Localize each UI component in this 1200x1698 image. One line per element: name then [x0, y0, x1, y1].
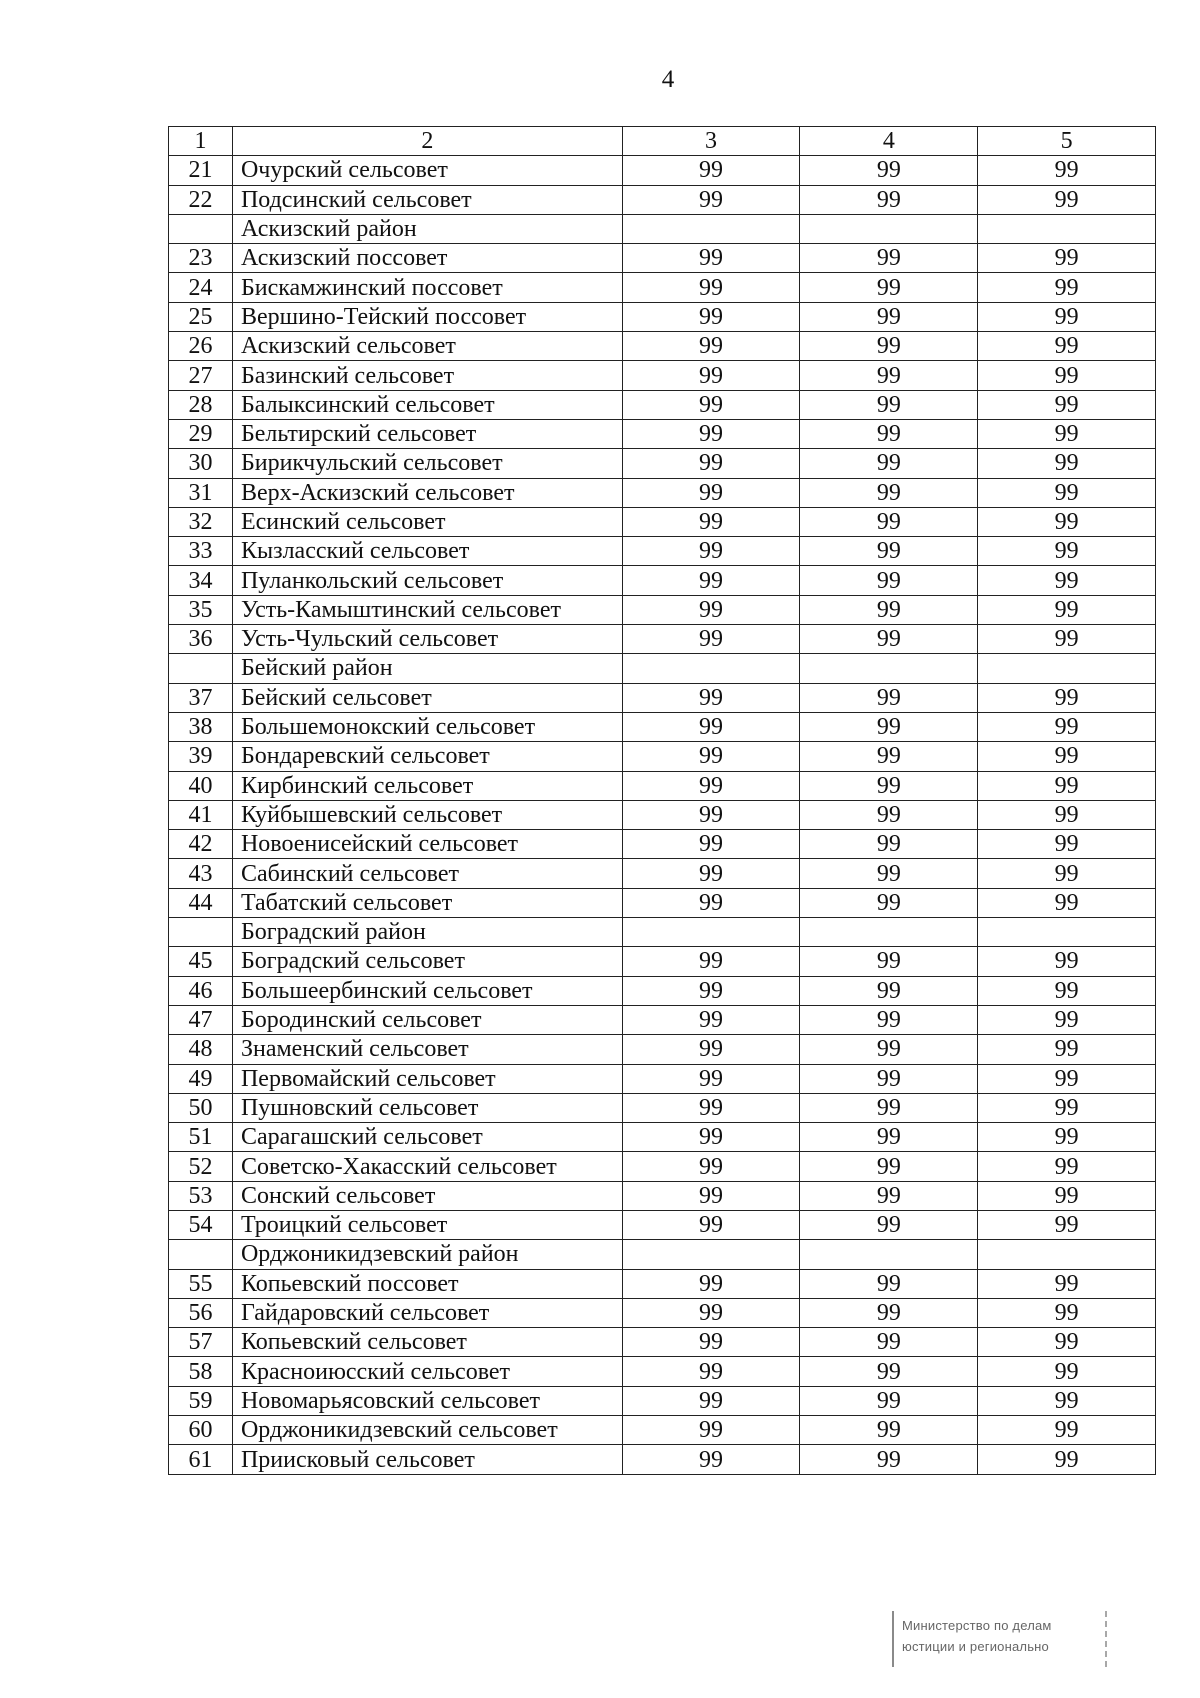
municipality-name-cell: Красноиюсский сельсовет	[232, 1357, 622, 1386]
municipality-name-cell: Большемонокский сельсовет	[232, 712, 622, 741]
row-number-cell: 57	[169, 1328, 233, 1357]
municipality-name-cell: Сонский сельсовет	[232, 1181, 622, 1210]
value-cell-col3	[622, 214, 800, 243]
value-cell-col4: 99	[800, 1152, 978, 1181]
table-row	[169, 507, 1156, 536]
value-cell-col4: 99	[800, 1181, 978, 1210]
value-cell-col4: 99	[800, 1416, 978, 1445]
table-row	[169, 1064, 1156, 1093]
table-row	[169, 1123, 1156, 1152]
value-cell-col4: 99	[800, 1386, 978, 1415]
municipality-name-cell: Бельтирский сельсовет	[232, 419, 622, 448]
value-cell-col5: 99	[978, 1152, 1156, 1181]
value-cell-col4: 99	[800, 419, 978, 448]
table-row	[169, 244, 1156, 273]
municipality-name-cell: Советско-Хакасский сельсовет	[232, 1152, 622, 1181]
header-cell-5: 5	[978, 127, 1156, 156]
value-cell-col3: 99	[622, 1123, 800, 1152]
value-cell-col5: 99	[978, 1298, 1156, 1327]
value-cell-col5: 99	[978, 566, 1156, 595]
value-cell-col5: 99	[978, 683, 1156, 712]
value-cell-col4: 99	[800, 1005, 978, 1034]
row-number-cell: 22	[169, 185, 233, 214]
district-header-row	[169, 654, 1156, 683]
value-cell-col4	[800, 214, 978, 243]
value-cell-col3: 99	[622, 947, 800, 976]
table-row	[169, 185, 1156, 214]
row-number-cell: 29	[169, 419, 233, 448]
value-cell-col3: 99	[622, 332, 800, 361]
value-cell-col5: 99	[978, 302, 1156, 331]
table-row	[169, 888, 1156, 917]
municipality-name-cell: Первомайский сельсовет	[232, 1064, 622, 1093]
value-cell-col5	[978, 918, 1156, 947]
table-row	[169, 537, 1156, 566]
value-cell-col4: 99	[800, 507, 978, 536]
row-number-cell: 53	[169, 1181, 233, 1210]
header-cell-2: 2	[232, 127, 622, 156]
row-number-cell: 46	[169, 976, 233, 1005]
value-cell-col5: 99	[978, 156, 1156, 185]
municipality-name-cell: Кирбинский сельсовет	[232, 771, 622, 800]
row-number-cell: 43	[169, 859, 233, 888]
table-row	[169, 830, 1156, 859]
municipality-name-cell: Бородинский сельсовет	[232, 1005, 622, 1034]
row-number-cell: 34	[169, 566, 233, 595]
value-cell-col4: 99	[800, 537, 978, 566]
value-cell-col4: 99	[800, 273, 978, 302]
row-number-cell: 54	[169, 1210, 233, 1239]
row-number-cell: 26	[169, 332, 233, 361]
value-cell-col3	[622, 918, 800, 947]
table-row	[169, 947, 1156, 976]
value-cell-col3: 99	[622, 800, 800, 829]
row-number-cell: 41	[169, 800, 233, 829]
value-cell-col3: 99	[622, 1093, 800, 1122]
value-cell-col4: 99	[800, 771, 978, 800]
table-row	[169, 302, 1156, 331]
municipality-name-cell: Приисковый сельсовет	[232, 1445, 622, 1474]
district-header-row	[169, 214, 1156, 243]
table-row	[169, 1357, 1156, 1386]
value-cell-col3: 99	[622, 976, 800, 1005]
row-number-cell	[169, 214, 233, 243]
value-cell-col3: 99	[622, 771, 800, 800]
municipality-name-cell: Большеербинский сельсовет	[232, 976, 622, 1005]
value-cell-col4	[800, 918, 978, 947]
value-cell-col3: 99	[622, 830, 800, 859]
table-row	[169, 478, 1156, 507]
municipality-name-cell: Усть-Камыштинский сельсовет	[232, 595, 622, 624]
table-row	[169, 332, 1156, 361]
table-row	[169, 1005, 1156, 1034]
value-cell-col3: 99	[622, 507, 800, 536]
value-cell-col5: 99	[978, 244, 1156, 273]
municipality-name-cell: Сабинский сельсовет	[232, 859, 622, 888]
value-cell-col5	[978, 1240, 1156, 1269]
value-cell-col5: 99	[978, 1064, 1156, 1093]
value-cell-col5	[978, 214, 1156, 243]
row-number-cell: 24	[169, 273, 233, 302]
value-cell-col5: 99	[978, 185, 1156, 214]
municipality-name-cell: Орджоникидзевский сельсовет	[232, 1416, 622, 1445]
value-cell-col5: 99	[978, 332, 1156, 361]
value-cell-col3: 99	[622, 1035, 800, 1064]
header-cell-3: 3	[622, 127, 800, 156]
table-row	[169, 361, 1156, 390]
municipality-name-cell: Аскизский поссовет	[232, 244, 622, 273]
value-cell-col3: 99	[622, 244, 800, 273]
value-cell-col4: 99	[800, 859, 978, 888]
row-number-cell: 60	[169, 1416, 233, 1445]
stamp-line-1: Министерство по делам	[902, 1618, 1052, 1633]
value-cell-col3: 99	[622, 1005, 800, 1034]
row-number-cell: 36	[169, 625, 233, 654]
value-cell-col4: 99	[800, 302, 978, 331]
row-number-cell: 28	[169, 390, 233, 419]
registration-stamp	[892, 1611, 1107, 1667]
value-cell-col3: 99	[622, 449, 800, 478]
row-number-cell: 23	[169, 244, 233, 273]
table-row	[169, 1152, 1156, 1181]
value-cell-col5: 99	[978, 947, 1156, 976]
value-cell-col3: 99	[622, 595, 800, 624]
municipality-name-cell: Сарагашский сельсовет	[232, 1123, 622, 1152]
value-cell-col4: 99	[800, 1269, 978, 1298]
value-cell-col5: 99	[978, 1123, 1156, 1152]
value-cell-col5: 99	[978, 1005, 1156, 1034]
row-number-cell: 48	[169, 1035, 233, 1064]
value-cell-col5: 99	[978, 1357, 1156, 1386]
table-row	[169, 390, 1156, 419]
value-cell-col4: 99	[800, 1123, 978, 1152]
municipality-name-cell: Орджоникидзевский район	[232, 1240, 622, 1269]
value-cell-col5: 99	[978, 1210, 1156, 1239]
value-cell-col5: 99	[978, 830, 1156, 859]
value-cell-col4: 99	[800, 390, 978, 419]
value-cell-col3: 99	[622, 859, 800, 888]
table-row	[169, 1181, 1156, 1210]
header-row	[169, 127, 1156, 156]
value-cell-col5: 99	[978, 1093, 1156, 1122]
value-cell-col3: 99	[622, 478, 800, 507]
municipality-name-cell: Очурский сельсовет	[232, 156, 622, 185]
municipality-name-cell: Пушновский сельсовет	[232, 1093, 622, 1122]
municipality-name-cell: Бискамжинский поссовет	[232, 273, 622, 302]
table-row	[169, 1269, 1156, 1298]
value-cell-col3: 99	[622, 1181, 800, 1210]
value-cell-col5: 99	[978, 976, 1156, 1005]
value-cell-col3	[622, 1240, 800, 1269]
row-number-cell: 37	[169, 683, 233, 712]
value-cell-col4: 99	[800, 244, 978, 273]
value-cell-col3: 99	[622, 302, 800, 331]
row-number-cell	[169, 1240, 233, 1269]
municipality-name-cell: Копьевский сельсовет	[232, 1328, 622, 1357]
value-cell-col5: 99	[978, 507, 1156, 536]
value-cell-col3: 99	[622, 1210, 800, 1239]
table-row	[169, 742, 1156, 771]
municipality-name-cell: Табатский сельсовет	[232, 888, 622, 917]
municipality-name-cell: Вершино-Тейский поссовет	[232, 302, 622, 331]
municipality-name-cell: Новоенисейский сельсовет	[232, 830, 622, 859]
stamp-line-2: юстиции и регионально	[902, 1639, 1049, 1654]
row-number-cell: 38	[169, 712, 233, 741]
value-cell-col4: 99	[800, 185, 978, 214]
value-cell-col4: 99	[800, 1328, 978, 1357]
municipality-name-cell: Аскизский район	[232, 214, 622, 243]
table-body	[169, 127, 1156, 1475]
municipality-name-cell: Куйбышевский сельсовет	[232, 800, 622, 829]
value-cell-col5: 99	[978, 537, 1156, 566]
row-number-cell: 30	[169, 449, 233, 478]
row-number-cell: 49	[169, 1064, 233, 1093]
value-cell-col4: 99	[800, 1357, 978, 1386]
row-number-cell: 32	[169, 507, 233, 536]
value-cell-col4	[800, 1240, 978, 1269]
row-number-cell: 51	[169, 1123, 233, 1152]
table-row	[169, 1035, 1156, 1064]
row-number-cell: 21	[169, 156, 233, 185]
row-number-cell: 61	[169, 1445, 233, 1474]
value-cell-col3: 99	[622, 361, 800, 390]
value-cell-col4: 99	[800, 478, 978, 507]
municipality-name-cell: Бирикчульский сельсовет	[232, 449, 622, 478]
municipality-name-cell: Знаменский сельсовет	[232, 1035, 622, 1064]
value-cell-col3: 99	[622, 156, 800, 185]
municipality-name-cell: Аскизский сельсовет	[232, 332, 622, 361]
table-row	[169, 800, 1156, 829]
row-number-cell: 33	[169, 537, 233, 566]
table-row	[169, 625, 1156, 654]
value-cell-col3: 99	[622, 1064, 800, 1093]
row-number-cell: 45	[169, 947, 233, 976]
district-header-row	[169, 918, 1156, 947]
row-number-cell: 56	[169, 1298, 233, 1327]
table-row	[169, 449, 1156, 478]
row-number-cell: 42	[169, 830, 233, 859]
value-cell-col4: 99	[800, 566, 978, 595]
value-cell-col3: 99	[622, 1298, 800, 1327]
table-row	[169, 1445, 1156, 1474]
district-header-row	[169, 1240, 1156, 1269]
value-cell-col3: 99	[622, 185, 800, 214]
row-number-cell: 40	[169, 771, 233, 800]
value-cell-col4: 99	[800, 712, 978, 741]
value-cell-col4: 99	[800, 1035, 978, 1064]
value-cell-col4: 99	[800, 976, 978, 1005]
table-row	[169, 156, 1156, 185]
municipality-name-cell: Верх-Аскизский сельсовет	[232, 478, 622, 507]
value-cell-col3: 99	[622, 683, 800, 712]
table-row	[169, 273, 1156, 302]
municipality-name-cell: Троицкий сельсовет	[232, 1210, 622, 1239]
table-row	[169, 771, 1156, 800]
value-cell-col3: 99	[622, 1416, 800, 1445]
row-number-cell: 27	[169, 361, 233, 390]
value-cell-col3: 99	[622, 566, 800, 595]
value-cell-col5: 99	[978, 273, 1156, 302]
value-cell-col5: 99	[978, 1328, 1156, 1357]
value-cell-col3: 99	[622, 1328, 800, 1357]
row-number-cell: 52	[169, 1152, 233, 1181]
value-cell-col5: 99	[978, 361, 1156, 390]
value-cell-col4: 99	[800, 1445, 978, 1474]
value-cell-col5: 99	[978, 1445, 1156, 1474]
row-number-cell: 47	[169, 1005, 233, 1034]
value-cell-col3: 99	[622, 419, 800, 448]
value-cell-col5: 99	[978, 449, 1156, 478]
table-row	[169, 1093, 1156, 1122]
table-row	[169, 1328, 1156, 1357]
value-cell-col3	[622, 654, 800, 683]
value-cell-col5: 99	[978, 1181, 1156, 1210]
value-cell-col4: 99	[800, 742, 978, 771]
table-row	[169, 566, 1156, 595]
municipality-name-cell: Балыксинский сельсовет	[232, 390, 622, 419]
value-cell-col4: 99	[800, 1298, 978, 1327]
municipality-name-cell: Есинский сельсовет	[232, 507, 622, 536]
value-cell-col3: 99	[622, 888, 800, 917]
municipality-name-cell: Гайдаровский сельсовет	[232, 1298, 622, 1327]
municipality-name-cell: Подсинский сельсовет	[232, 185, 622, 214]
header-cell-4: 4	[800, 127, 978, 156]
value-cell-col5: 99	[978, 888, 1156, 917]
table-row	[169, 595, 1156, 624]
municipality-name-cell: Боградский район	[232, 918, 622, 947]
row-number-cell: 31	[169, 478, 233, 507]
value-cell-col3: 99	[622, 273, 800, 302]
municipality-name-cell: Бейский сельсовет	[232, 683, 622, 712]
value-cell-col4	[800, 654, 978, 683]
table-row	[169, 1386, 1156, 1415]
municipality-name-cell: Бейский район	[232, 654, 622, 683]
value-cell-col3: 99	[622, 742, 800, 771]
value-cell-col5	[978, 654, 1156, 683]
value-cell-col4: 99	[800, 449, 978, 478]
data-table	[168, 126, 1156, 1475]
value-cell-col5: 99	[978, 1416, 1156, 1445]
value-cell-col3: 99	[622, 1386, 800, 1415]
value-cell-col3: 99	[622, 625, 800, 654]
value-cell-col4: 99	[800, 361, 978, 390]
value-cell-col4: 99	[800, 888, 978, 917]
value-cell-col4: 99	[800, 625, 978, 654]
value-cell-col5: 99	[978, 742, 1156, 771]
table-row	[169, 976, 1156, 1005]
value-cell-col3: 99	[622, 1152, 800, 1181]
row-number-cell: 35	[169, 595, 233, 624]
municipality-name-cell: Копьевский поссовет	[232, 1269, 622, 1298]
row-number-cell: 44	[169, 888, 233, 917]
municipality-name-cell: Пуланкольский сельсовет	[232, 566, 622, 595]
value-cell-col4: 99	[800, 830, 978, 859]
municipality-name-cell: Бондаревский сельсовет	[232, 742, 622, 771]
value-cell-col4: 99	[800, 156, 978, 185]
value-cell-col3: 99	[622, 390, 800, 419]
value-cell-col4: 99	[800, 683, 978, 712]
row-number-cell: 59	[169, 1386, 233, 1415]
table-row	[169, 683, 1156, 712]
row-number-cell: 55	[169, 1269, 233, 1298]
table-row	[169, 712, 1156, 741]
row-number-cell: 50	[169, 1093, 233, 1122]
value-cell-col3: 99	[622, 537, 800, 566]
municipality-name-cell: Новомарьясовский сельсовет	[232, 1386, 622, 1415]
row-number-cell	[169, 654, 233, 683]
row-number-cell	[169, 918, 233, 947]
value-cell-col4: 99	[800, 1210, 978, 1239]
value-cell-col3: 99	[622, 712, 800, 741]
table-row	[169, 859, 1156, 888]
value-cell-col5: 99	[978, 478, 1156, 507]
value-cell-col3: 99	[622, 1445, 800, 1474]
value-cell-col5: 99	[978, 771, 1156, 800]
value-cell-col5: 99	[978, 1386, 1156, 1415]
value-cell-col4: 99	[800, 595, 978, 624]
municipality-name-cell: Усть-Чульский сельсовет	[232, 625, 622, 654]
value-cell-col5: 99	[978, 800, 1156, 829]
value-cell-col5: 99	[978, 712, 1156, 741]
value-cell-col3: 99	[622, 1357, 800, 1386]
page-number: 4	[661, 66, 675, 93]
header-cell-1: 1	[169, 127, 233, 156]
table-row	[169, 1210, 1156, 1239]
row-number-cell: 58	[169, 1357, 233, 1386]
table-row	[169, 419, 1156, 448]
row-number-cell: 39	[169, 742, 233, 771]
value-cell-col5: 99	[978, 595, 1156, 624]
value-cell-col4: 99	[800, 1064, 978, 1093]
municipality-name-cell: Базинский сельсовет	[232, 361, 622, 390]
municipality-name-cell: Кызласский сельсовет	[232, 537, 622, 566]
table-row	[169, 1298, 1156, 1327]
value-cell-col5: 99	[978, 390, 1156, 419]
value-cell-col4: 99	[800, 332, 978, 361]
value-cell-col5: 99	[978, 859, 1156, 888]
value-cell-col4: 99	[800, 1093, 978, 1122]
value-cell-col5: 99	[978, 625, 1156, 654]
value-cell-col4: 99	[800, 800, 978, 829]
value-cell-col5: 99	[978, 419, 1156, 448]
value-cell-col5: 99	[978, 1269, 1156, 1298]
municipality-name-cell: Боградский сельсовет	[232, 947, 622, 976]
value-cell-col3: 99	[622, 1269, 800, 1298]
value-cell-col5: 99	[978, 1035, 1156, 1064]
row-number-cell: 25	[169, 302, 233, 331]
table-row	[169, 1416, 1156, 1445]
value-cell-col4: 99	[800, 947, 978, 976]
